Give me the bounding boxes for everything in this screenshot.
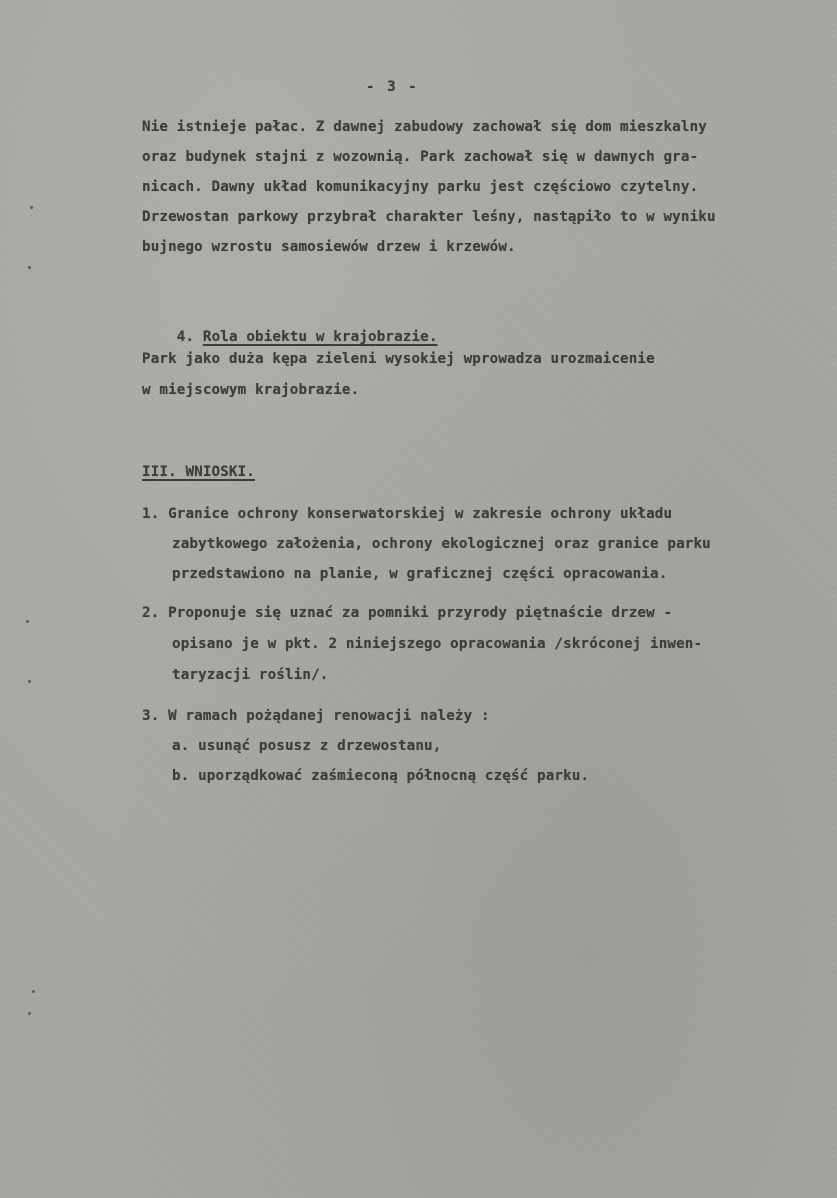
item-2-line: 2. Proponuje się uznać za pomniki przyrody piętnaście drzew -: [142, 605, 673, 621]
section-4-title: Rola obiektu w krajobrazie.: [202, 329, 438, 346]
section-4-line: w miejscowym krajobrazie.: [142, 382, 360, 398]
item-3-line: 3. W ramach pożądanej renowacji należy :: [142, 708, 490, 724]
paragraph-line: oraz budynek stajni z wozownią. Park zachował się w dawnych gra-: [142, 149, 699, 165]
item-2-line: taryzacji roślin/.: [172, 667, 329, 683]
margin-mark: [28, 1012, 31, 1015]
paragraph-line: Nie istnieje pałac. Z dawnej zabudowy zachował się dom mieszkalny: [142, 119, 707, 135]
item-3-subitem: b. uporządkować zaśmieconą północną część parku.: [172, 768, 590, 784]
item-1-line: przedstawiono na planie, w graficznej części opracowania.: [172, 566, 668, 582]
page-number: - 3 -: [366, 79, 419, 95]
paragraph-line: Drzewostan parkowy przybrał charakter leśny, nastąpiło to w wyniku: [142, 209, 716, 225]
paragraph-line: bujnego wzrostu samosiewów drzew i krzewów.: [142, 239, 516, 255]
margin-mark: [26, 620, 29, 623]
item-1-line: zabytkowego założenia, ochrony ekologicznej oraz granice parku: [172, 536, 711, 552]
paragraph-line: nicach. Dawny układ komunikacyjny parku jest częściowo czytelny.: [142, 179, 699, 195]
margin-mark: [32, 990, 35, 993]
section-4-line: Park jako duża kępa zieleni wysokiej wprowadza urozmaicenie: [142, 351, 655, 367]
item-3-subitem: a. usunąć posusz z drzewostanu,: [172, 738, 442, 754]
item-1-line: 1. Granice ochrony konserwatorskiej w zakresie ochrony układu: [142, 506, 673, 522]
item-2-line: opisano je w pkt. 2 niniejszego opracowania /skróconej inwen-: [172, 636, 703, 652]
margin-mark: [28, 266, 31, 269]
margin-mark: [28, 680, 31, 683]
margin-mark: [30, 206, 33, 209]
section-iii-heading: III. WNIOSKI.: [142, 464, 255, 480]
section-4-number: 4.: [176, 329, 195, 346]
